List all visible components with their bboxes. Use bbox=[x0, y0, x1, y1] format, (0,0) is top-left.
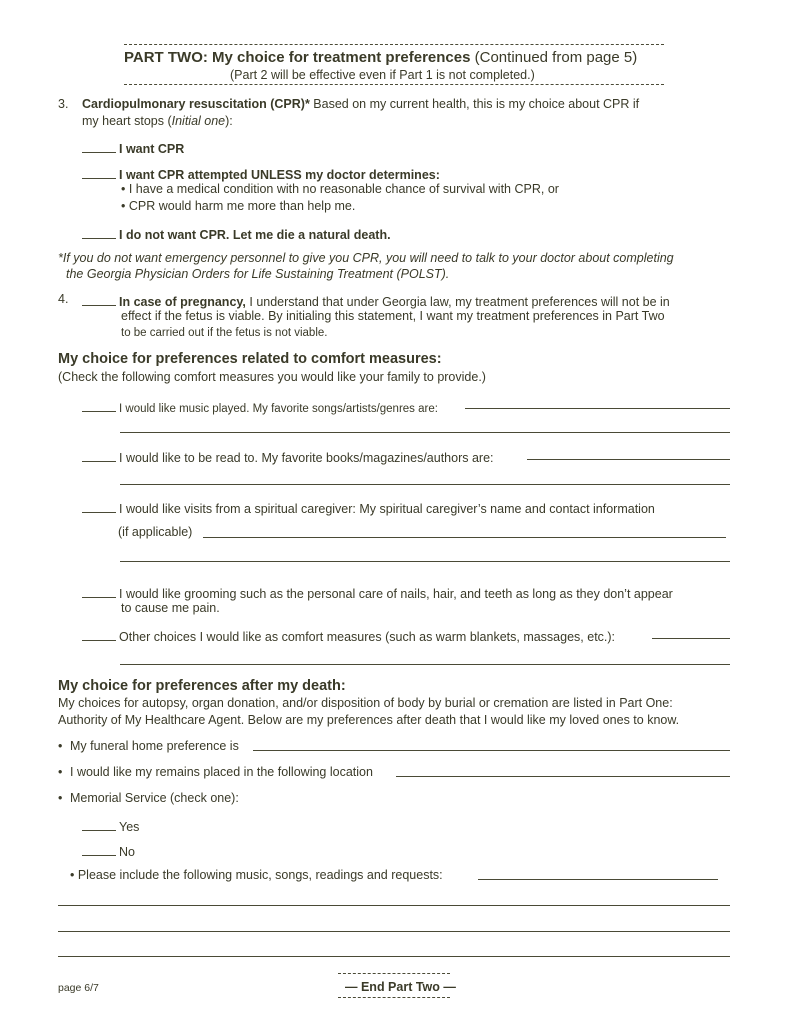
comfort-other[interactable] bbox=[82, 627, 615, 644]
cpr-option-unless-label: I want CPR attempted UNLESS my doctor determines: bbox=[119, 168, 440, 182]
page-number: page 6/7 bbox=[58, 982, 99, 994]
cpr-footnote-line1: *If you do not want emergency personnel to give you CPR, you will need to talk to your doctor about completing bbox=[58, 251, 674, 265]
comfort-read[interactable] bbox=[82, 448, 494, 465]
item4-label: In case of pregnancy, bbox=[119, 295, 246, 309]
read-answer-line[interactable] bbox=[527, 459, 730, 460]
after-death-heading: My choice for preferences after my death: bbox=[58, 678, 346, 694]
funeral-home-label: My funeral home preference is bbox=[70, 739, 239, 753]
memorial-no-label: No bbox=[119, 845, 135, 859]
spiritual-applicable-label: (if applicable) bbox=[118, 525, 193, 539]
spiritual-answer-line[interactable] bbox=[203, 537, 726, 538]
check-blank[interactable] bbox=[82, 842, 116, 856]
cpr-condition-1: • I have a medical condition with no reasonable chance of survival with CPR, or bbox=[121, 182, 559, 196]
bullet-icon: • bbox=[58, 739, 63, 753]
memorial-include-label: • Please include the following music, songs, readings and requests: bbox=[70, 868, 443, 882]
memorial-requests-line-2[interactable] bbox=[58, 931, 730, 932]
initial-blank[interactable] bbox=[82, 139, 116, 153]
cpr-option-no[interactable] bbox=[82, 225, 391, 242]
item4-number: 4. bbox=[58, 292, 69, 306]
check-blank[interactable] bbox=[82, 584, 116, 598]
memorial-requests-line-3[interactable] bbox=[58, 956, 730, 957]
other-answer-line[interactable] bbox=[652, 638, 730, 639]
item4-line2: effect if the fetus is viable. By initialing this statement, I want my treatment preferences in Part Two bbox=[121, 309, 665, 323]
bullet-icon: • bbox=[58, 791, 63, 805]
end-part-two: — End Part Two — bbox=[345, 980, 456, 994]
cpr-option-want-label: I want CPR bbox=[119, 142, 185, 156]
page-title-rest: (Continued from page 5) bbox=[470, 49, 638, 66]
comfort-music[interactable] bbox=[82, 398, 438, 415]
comfort-spiritual[interactable] bbox=[82, 499, 655, 516]
comfort-grooming-line2: to cause me pain. bbox=[121, 601, 220, 615]
check-blank[interactable] bbox=[82, 627, 116, 641]
cpr-footnote-line2: the Georgia Physician Orders for Life Sustaining Treatment (POLST). bbox=[66, 267, 450, 281]
page-subtitle: (Part 2 will be effective even if Part 1 is not completed.) bbox=[230, 68, 535, 82]
cpr-option-no-label: I do not want CPR. Let me die a natural death. bbox=[119, 228, 391, 242]
header-top-rule bbox=[124, 44, 664, 45]
bullet-icon: • bbox=[58, 765, 63, 779]
check-blank[interactable] bbox=[82, 398, 116, 412]
cpr-option-unless[interactable] bbox=[82, 165, 440, 182]
after-death-intro-2: Authority of My Healthcare Agent. Below are my preferences after death that I would like my loved ones to know. bbox=[58, 713, 680, 727]
cpr-condition-2: • CPR would harm me more than help me. bbox=[121, 199, 356, 213]
comfort-grooming-label: I would like grooming such as the personal care of nails, hair, and teeth as long as they don’t appear bbox=[119, 587, 673, 601]
item3-label: Cardiopulmonary resuscitation (CPR)* bbox=[82, 97, 310, 111]
footer-top-rule bbox=[338, 973, 450, 974]
initial-blank[interactable] bbox=[82, 225, 116, 239]
item4-line1-text: I understand that under Georgia law, my treatment preferences will not be in bbox=[245, 295, 670, 309]
page-title bbox=[124, 49, 637, 66]
comfort-grooming[interactable] bbox=[82, 584, 673, 601]
read-answer-line-2[interactable] bbox=[120, 484, 730, 485]
check-blank[interactable] bbox=[82, 448, 116, 462]
page-title-bold: PART TWO: My choice for treatment preferences bbox=[124, 49, 471, 66]
remains-location-label: I would like my remains placed in the following location bbox=[70, 765, 373, 779]
memorial-yes[interactable] bbox=[82, 817, 139, 834]
memorial-service-label: Memorial Service (check one): bbox=[70, 791, 239, 805]
item3-text2-pre: my heart stops ( bbox=[82, 114, 172, 128]
spiritual-answer-line-2[interactable] bbox=[120, 561, 730, 562]
comfort-other-label: Other choices I would like as comfort measures (such as warm blankets, massages, etc.): bbox=[119, 630, 616, 644]
initial-blank[interactable] bbox=[82, 292, 116, 306]
remains-location-line[interactable] bbox=[396, 776, 730, 777]
comfort-read-label: I would like to be read to. My favorite books/magazines/authors are: bbox=[119, 451, 494, 465]
comfort-heading: My choice for preferences related to comfort measures: bbox=[58, 351, 442, 367]
memorial-yes-label: Yes bbox=[119, 820, 140, 834]
check-blank[interactable] bbox=[82, 499, 116, 513]
item3-text-line2 bbox=[82, 114, 233, 128]
item4-line1[interactable] bbox=[82, 292, 670, 309]
item4-line3: to be carried out if the fetus is not viable. bbox=[121, 327, 328, 339]
after-death-intro-1: My choices for autopsy, organ donation, and/or disposition of body by burial or cremation are listed in Part One: bbox=[58, 696, 673, 710]
item3-text2-post: ): bbox=[225, 114, 233, 128]
memorial-include-line[interactable] bbox=[478, 879, 718, 880]
header-bottom-rule bbox=[124, 84, 664, 85]
item3-text2-italic: Initial one bbox=[171, 114, 226, 128]
other-answer-line-2[interactable] bbox=[120, 664, 730, 665]
comfort-spiritual-label: I would like visits from a spiritual caregiver: My spiritual caregiver’s name and contact information bbox=[119, 502, 655, 516]
cpr-option-want[interactable] bbox=[82, 139, 184, 156]
comfort-music-label: I would like music played. My favorite songs/artists/genres are: bbox=[119, 403, 438, 415]
item3-text bbox=[82, 97, 639, 111]
initial-blank[interactable] bbox=[82, 165, 116, 179]
item3-desc: Based on my current health, this is my choice about CPR if bbox=[309, 97, 640, 111]
footer-bottom-rule bbox=[338, 997, 450, 998]
memorial-requests-line-1[interactable] bbox=[58, 905, 730, 906]
memorial-no[interactable] bbox=[82, 842, 135, 859]
comfort-subheading: (Check the following comfort measures you would like your family to provide.) bbox=[58, 370, 486, 384]
music-answer-line[interactable] bbox=[465, 408, 730, 409]
item3-number: 3. bbox=[58, 97, 69, 111]
check-blank[interactable] bbox=[82, 817, 116, 831]
funeral-home-line[interactable] bbox=[253, 750, 730, 751]
music-answer-line-2[interactable] bbox=[120, 432, 730, 433]
